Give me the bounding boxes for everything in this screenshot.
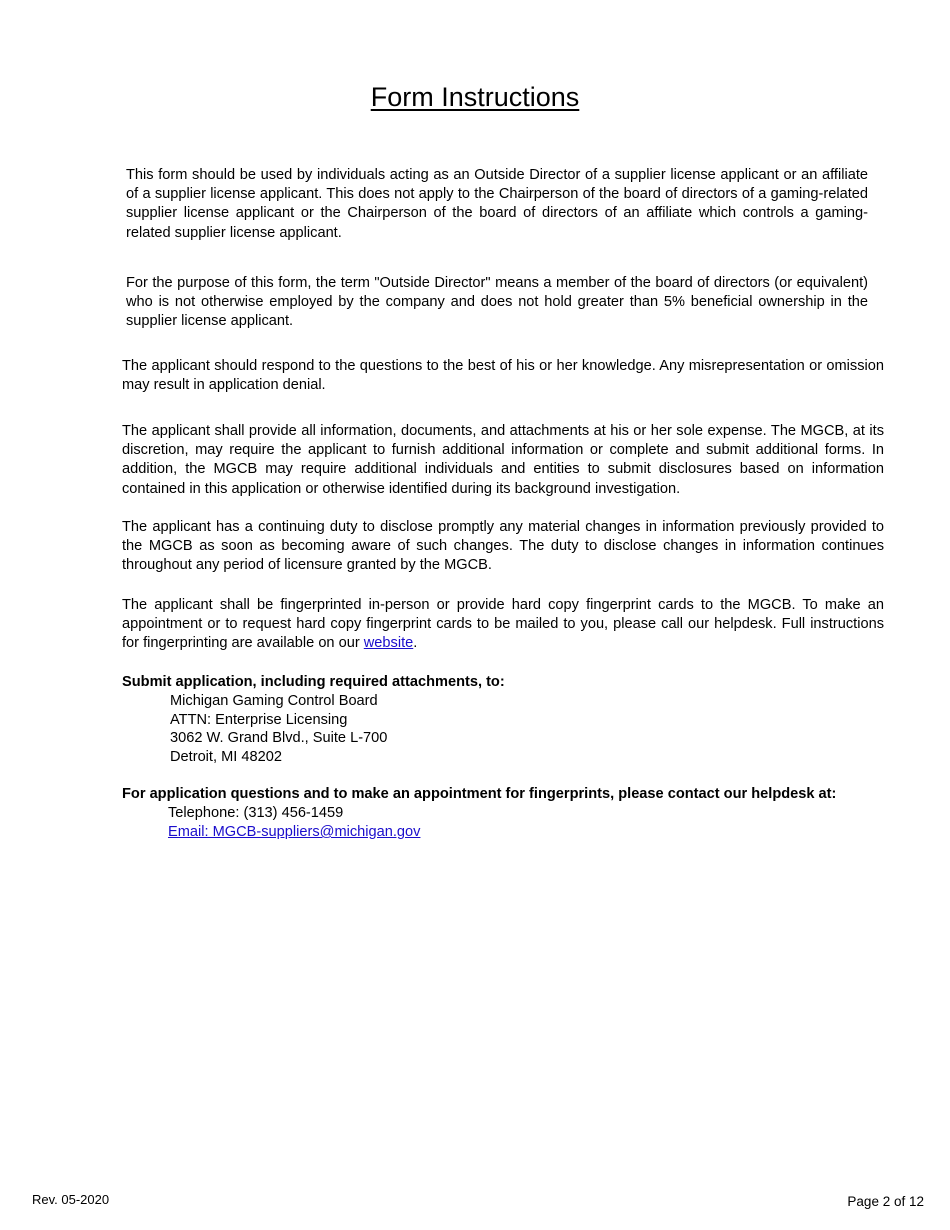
revision-label: Rev. 05-2020 (32, 1192, 110, 1207)
address-line-attn: ATTN: Enterprise Licensing (170, 712, 348, 728)
fingerprinting-period: . (413, 635, 418, 652)
paragraph-continuing-duty: The applicant has a continuing duty to disclose promptly any material changes in information previously provided to the MGCB as soon as becoming aware of such changes. The duty to disclose changes in information continues throughout any period of licensure granted by the MGCB. (122, 519, 884, 574)
telephone-text: Telephone: (313) 456-1459 (168, 805, 344, 821)
fingerprinting-text: The applicant shall be fingerprinted in-person or provide hard copy fingerprint cards to the MGCB. To make an appointment or to request hard copy fingerprint cards to be mailed to you, please call our helpdesk. Full instructions for fingerprinting are available on our (122, 597, 884, 652)
email-link[interactable]: Email: MGCB-suppliers@michigan.gov (168, 824, 421, 840)
address-line-city: Detroit, MI 48202 (170, 749, 282, 765)
paragraph-usage: This form should be used by individuals acting as an Outside Director of a supplier license applicant or an affiliate of a supplier license applicant. This does not apply to the Chairperson of the board of directors of a gaming-related supplier license applicant or the Chairperson of the board of directors of an affiliate which controls a gaming-related supplier license applicant. (126, 167, 868, 241)
address-line-org: Michigan Gaming Control Board (170, 693, 378, 709)
paragraph-sole-expense: The applicant shall provide all information, documents, and attachments at his or her sole expense. The MGCB, at its discretion, may require the applicant to furnish additional information or complete and submit additional forms. In addition, the MGCB may require additional individuals and entities to submit disclosures based on information contained in this application or otherwise identified during its background investigation. (122, 423, 884, 497)
paragraph-outside-director-definition: For the purpose of this form, the term "Outside Director" means a member of the board of directors (or equivalent) who is not otherwise employed by the company and does not hold greater than 5% beneficial ownership in the supplier license applicant. (126, 275, 868, 330)
paragraph-respond-knowledge: The applicant should respond to the questions to the best of his or her knowledge. Any misrepresentation or omission may result in application denial. (122, 358, 884, 394)
address-line-street: 3062 W. Grand Blvd., Suite L-700 (170, 730, 388, 746)
paragraph-fingerprinting (122, 596, 884, 654)
submit-heading: Submit application, including required attachments, to: (122, 674, 505, 690)
contact-heading: For application questions and to make an appointment for fingerprints, please contact our helpdesk at: (122, 786, 837, 802)
page-title: Form Instructions (370, 82, 580, 112)
page-number: Page 2 of 12 (847, 1194, 924, 1209)
website-link[interactable]: website (363, 635, 414, 652)
